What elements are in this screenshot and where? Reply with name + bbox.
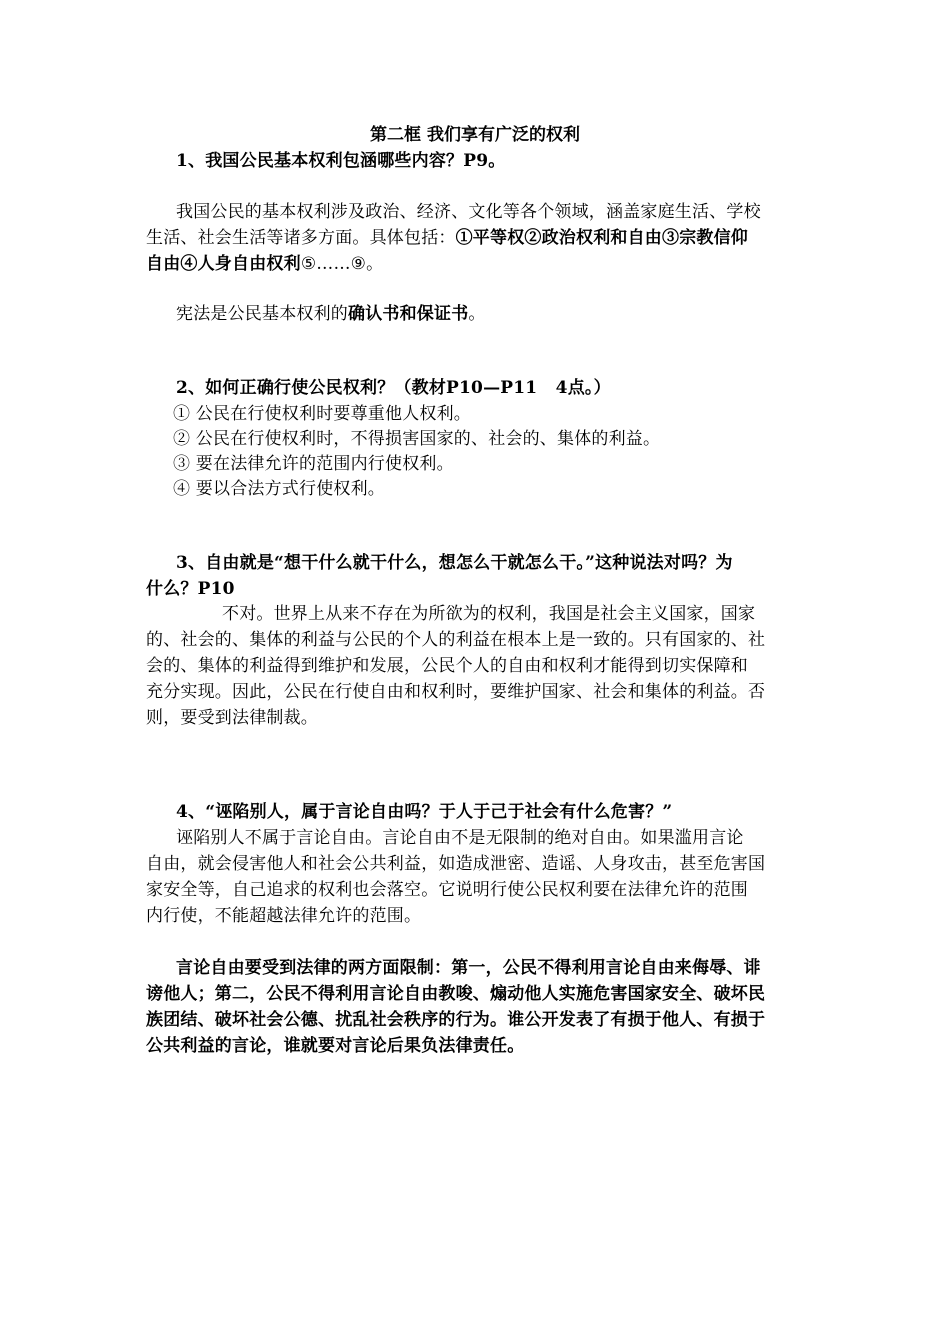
q1-rights-list: 自由④人身自由权利: [146, 254, 301, 274]
q2-list-item: ④ 要以合法方式行使权利。: [173, 479, 386, 499]
q1-constitution-emphasis: 确认书和保证书: [348, 304, 469, 324]
q1-text: 。: [468, 304, 486, 324]
q1-paragraph-line: [146, 225, 748, 251]
q4-answer-line: 诬陷别人不属于言论自由。言论自由不是无限制的绝对自由。如果滥用言论: [176, 828, 744, 848]
q1-constitution-line: [176, 301, 486, 327]
q1-text: ⑤……⑨。: [300, 254, 384, 274]
q4-heading: 4、“诬陷别人，属于言论自由吗？于人于己于社会有什么危害？”: [176, 802, 673, 822]
q1-text: 生活、社会生活等诸多方面。具体包括：: [146, 228, 456, 248]
q1-rights-list: ①平等权②政治权利和自由③宗教信仰: [455, 228, 749, 248]
q4-limits-line: 谤他人；第二，公民不得利用言论自由教唆、煽动他人实施危害国家安全、破坏民: [146, 984, 766, 1004]
q3-answer-line: 不对。世界上从来不存在为所欲为的权利，我国是社会主义国家，国家: [222, 604, 756, 624]
q4-limits-line: 公共利益的言论，谁就要对言论后果负法律责任。: [146, 1036, 525, 1056]
q1-heading: 1、我国公民基本权利包涵哪些内容？P9。: [176, 151, 506, 171]
q1-paragraph-line: [146, 251, 383, 277]
q2-list-item: ② 公民在行使权利时，不得损害国家的、社会的、集体的利益。: [173, 429, 661, 449]
q4-limits-line: 言论自由要受到法律的两方面限制：第一，公民不得利用言论自由来侮辱、诽: [176, 958, 761, 978]
q4-answer-line: 自由，就会侵害他人和社会公共利益，如造成泄密、造谣、人身攻击，甚至危害国: [146, 854, 766, 874]
q4-limits-line: 族团结、破坏社会公德、扰乱社会秩序的行为。谁公开发表了有损于他人、有损于: [146, 1010, 766, 1030]
page-title: 第二框 我们享有广泛的权利: [370, 125, 580, 145]
q4-answer-line: 内行使，不能超越法律允许的范围。: [146, 906, 422, 926]
q3-answer-line: 的、社会的、集体的利益与公民的个人的利益在根本上是一致的。只有国家的、社: [146, 630, 766, 650]
q3-answer-line: 会的、集体的利益得到维护和发展，公民个人的自由和权利才能得到切实保障和: [146, 656, 748, 676]
q2-list-item: ③ 要在法律允许的范围内行使权利。: [173, 454, 454, 474]
q3-heading: 什么？P10: [146, 579, 235, 599]
q1-text: 宪法是公民基本权利的: [176, 304, 348, 324]
q2-heading: 2、如何正确行使公民权利？（教材P10—P11 4点。）: [176, 378, 611, 398]
q2-list-item: ① 公民在行使权利时要尊重他人权利。: [173, 404, 472, 424]
q1-paragraph-line: 我国公民的基本权利涉及政治、经济、文化等各个领域，涵盖家庭生活、学校: [176, 202, 761, 222]
q3-answer-line: 则，要受到法律制裁。: [146, 708, 318, 728]
q3-heading: 3、自由就是“想干什么就干什么，想怎么干就怎么干。”这种说法对吗？为: [176, 553, 733, 573]
q4-answer-line: 家安全等，自己追求的权利也会落空。它说明行使公民权利要在法律允许的范围: [146, 880, 748, 900]
q3-answer-line: 充分实现。因此，公民在行使自由和权利时，要维护国家、社会和集体的利益。否: [146, 682, 766, 702]
